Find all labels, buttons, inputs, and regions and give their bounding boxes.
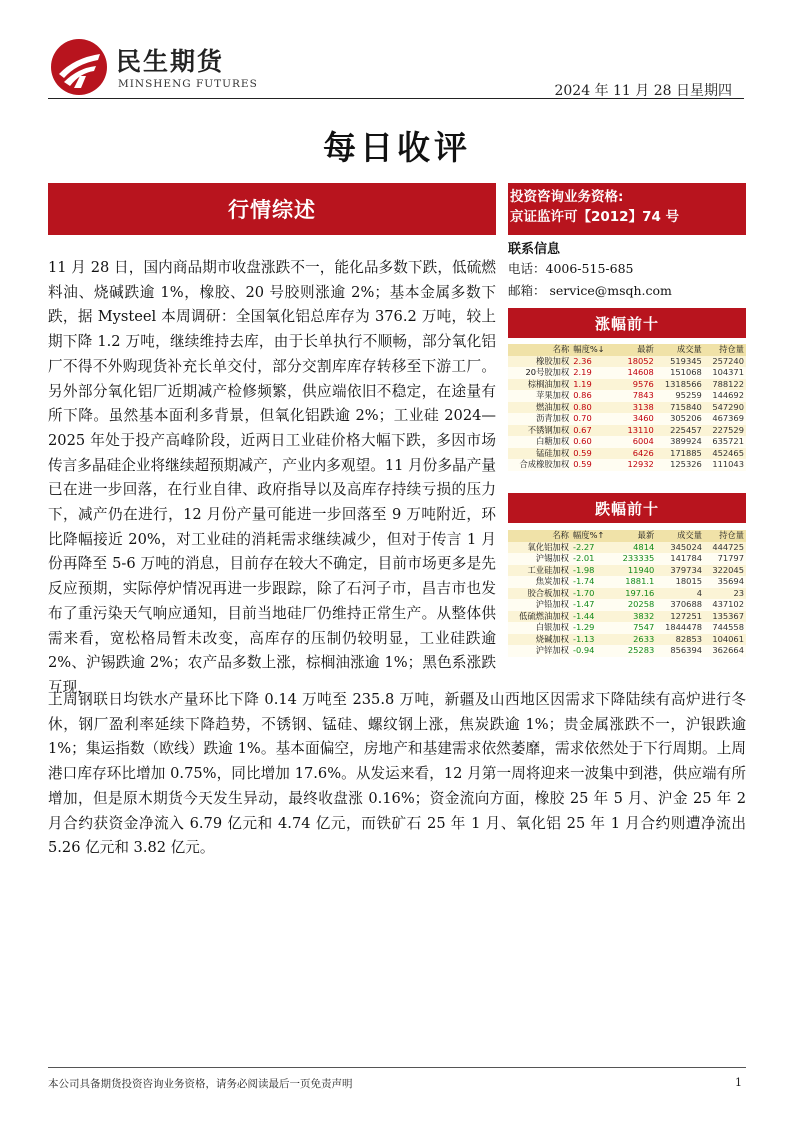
gainers-title-banner [508, 308, 746, 338]
cell-volume: 18015 [656, 576, 704, 588]
cell-volume: 1844478 [656, 622, 704, 634]
footer-disclaimer: 本公司具备期货投资咨询业务资格，请务必阅读最后一页免责声明 [48, 1078, 353, 1090]
cell-last: 1881.1 [614, 576, 656, 588]
col-header-open-interest: 持仓量 [704, 344, 746, 356]
cell-last: 14608 [615, 367, 656, 379]
cell-last: 2633 [614, 634, 656, 646]
cell-volume: 225457 [656, 425, 704, 437]
cell-name: 燃油加权 [508, 402, 571, 414]
cell-name: 胶合板加权 [508, 588, 571, 600]
cell-volume: 141784 [656, 553, 704, 565]
cell-open-interest: 362664 [704, 645, 746, 657]
losers-title: 跌幅前十 [594, 499, 659, 518]
table-row [508, 576, 746, 588]
cell-name: 20号胶加权 [508, 367, 571, 379]
col-header-change: 幅度%↑ [571, 530, 614, 542]
cell-change: -1.44 [571, 611, 614, 623]
cell-last: 3460 [615, 413, 656, 425]
table-row [508, 367, 746, 379]
cell-change: 0.67 [571, 425, 615, 437]
table-row [508, 402, 746, 414]
cell-volume: 715840 [656, 402, 704, 414]
cell-last: 3832 [614, 611, 656, 623]
table-row [508, 634, 746, 646]
cell-open-interest: 467369 [704, 413, 746, 425]
col-header-volume: 成交量 [656, 344, 704, 356]
contact-title: 联系信息 [508, 242, 561, 257]
cell-change: -1.70 [571, 588, 614, 600]
cell-open-interest: 444725 [704, 542, 746, 554]
col-header-volume: 成交量 [656, 530, 704, 542]
commentary-paragraph-continued: 上周钢联日均铁水产量环比下降 0.14 万吨至 235.8 万吨，新疆及山西地区因需求下降陆续有高炉进行冬休，钢厂盈利率延续下降趋势，不锈钢、锰硅、螺纹钢上涨，焦炭跌逾 1%；贵金属涨跌不一，沪银跌逾 1%；集运指数（欧线）跌逾 1%。基本面偏空，房地产和基建需求依然萎靡，需求依然处于下行周期。上周港口库存环比增加 0.75%，同比增加 17.6%。从发运来看，12 月第一周将迎来一波集中到港，供应端有所增加，但是原木期货今天发生异动，最终收盘涨 0.16%；资金流向方面，橡胶 25 年 5 月、沪金 25 年 2 月合约获资金净流入 6.79 亿元和 4.74 亿元，而铁矿石 25 年 1 月、氧化铝 25 年 1 月合约则遭净流出 5.26 亿元和 3.82 亿元。 [48, 691, 746, 857]
cell-change: 0.70 [571, 413, 615, 425]
cell-open-interest: 111043 [704, 459, 746, 471]
cell-volume: 171885 [656, 448, 704, 460]
cell-volume: 856394 [656, 645, 704, 657]
report-date: 2024 年 11 月 28 日星期四 [554, 83, 732, 99]
table-row [508, 553, 746, 565]
cell-name: 沪铅加权 [508, 599, 571, 611]
commentary-paragraph-main: 11 月 28 日，国内商品期市收盘涨跌不一，能化品多数下跌，低硫燃料油、烧碱跌逾 1%，橡胶、20 号胶则涨逾 2%；基本金属多数下跌，据 Mysteel 本周调研：全国氧化铝总库存为 376.2 万吨，较上期下降 1.2 万吨，继续维持去库，由于长单执行不顺畅，部分氧化铝厂不得不外购现货补充长单交付，部分交割库库存转移至下游工厂。另外部分氧化铝厂近期减产检修频繁，供应端依旧不稳定，在途量有所下降。虽然基本面利多背景，但氧化铝跌逾 2%；工业硅 2024—2025 年处于投产高峰阶段，近两日工业硅价格大幅下跌，多因市场传言多晶硅企业将继续超预期减产，产业内多观望。11 月份多晶产量已在进一步回落，在行业自律、政府指导以及高库存持续亏损的压力下，减产仍在进行，12 月份产量可能进一步回落至 9 万吨附近，环比降幅接近 20%，对工业硅的消耗需求继续减少，但对于传言 1 月份再降至 5-6 万吨的消息，目前存在较大不确定，目前市场更多是先反应预期，实际停炉情况再进一步跟踪，除了石河子市，昌吉市也发布了重污染天气响应通知，目前当地硅厂仍维持正常生产。从整体供需来看，宽松格局暂未改变，高库存的压制仍较明显，工业硅跌逾 2%、沪锡跌逾 2%；农产品多数上涨，棕榈油涨逾 1%；黑色系涨跌互现， [48, 259, 496, 696]
table-row [508, 645, 746, 657]
cell-name: 工业硅加权 [508, 565, 571, 577]
minsheng-logo-icon [50, 38, 108, 96]
table-row [508, 436, 746, 448]
cell-name: 白糖加权 [508, 436, 571, 448]
cell-change: -0.94 [571, 645, 614, 657]
cell-volume: 125326 [656, 459, 704, 471]
cell-last: 20258 [614, 599, 656, 611]
cell-last: 197.16 [614, 588, 656, 600]
cell-open-interest: 227529 [704, 425, 746, 437]
cell-volume: 4 [656, 588, 704, 600]
cell-change: -1.13 [571, 634, 614, 646]
gainers-header-row [508, 344, 746, 356]
cell-volume: 379734 [656, 565, 704, 577]
cell-volume: 95259 [656, 390, 704, 402]
table-row [508, 356, 746, 368]
table-row [508, 448, 746, 460]
cell-change: -1.98 [571, 565, 614, 577]
table-row [508, 425, 746, 437]
cell-last: 3138 [615, 402, 656, 414]
cell-name: 不锈钢加权 [508, 425, 571, 437]
cell-volume: 345024 [656, 542, 704, 554]
section-banner-label: 行情综述 [228, 198, 316, 222]
logo-name-cn: 民生期货 [116, 47, 225, 76]
cell-change: 0.59 [571, 448, 615, 460]
cell-name: 烧碱加权 [508, 634, 571, 646]
cell-name: 焦炭加权 [508, 576, 571, 588]
table-row [508, 588, 746, 600]
cell-open-interest: 144692 [704, 390, 746, 402]
losers-header-row [508, 530, 746, 542]
cell-volume: 370688 [656, 599, 704, 611]
cell-last: 18052 [615, 356, 656, 368]
losers-table [508, 530, 746, 657]
contact-email: 邮箱： service@msqh.com [508, 283, 672, 298]
cell-last: 12932 [615, 459, 656, 471]
table-row [508, 599, 746, 611]
cell-name: 锰硅加权 [508, 448, 571, 460]
cell-open-interest: 257240 [704, 356, 746, 368]
cell-volume: 305206 [656, 413, 704, 425]
col-header-name: 名称 [508, 530, 571, 542]
cell-last: 233335 [614, 553, 656, 565]
cell-volume: 519345 [656, 356, 704, 368]
cell-open-interest: 104061 [704, 634, 746, 646]
cell-change: -2.01 [571, 553, 614, 565]
gainers-table [508, 344, 746, 471]
cell-last: 4814 [614, 542, 656, 554]
table-row [508, 611, 746, 623]
table-row [508, 413, 746, 425]
cell-name: 沪锌加权 [508, 645, 571, 657]
cell-change: 0.86 [571, 390, 615, 402]
cell-change: 2.19 [571, 367, 615, 379]
cell-name: 白银加权 [508, 622, 571, 634]
cell-last: 9576 [615, 379, 656, 391]
cell-name: 棕榈油加权 [508, 379, 571, 391]
cell-change: 0.80 [571, 402, 615, 414]
cell-last: 25283 [614, 645, 656, 657]
cell-change: 0.60 [571, 436, 615, 448]
cell-name: 氧化铝加权 [508, 542, 571, 554]
cell-open-interest: 35694 [704, 576, 746, 588]
table-row [508, 379, 746, 391]
cell-change: 2.36 [571, 356, 615, 368]
qualification-line-1: 投资咨询业务资格: [510, 189, 624, 205]
cell-change: -2.27 [571, 542, 614, 554]
col-header-change: 幅度%↓ [571, 344, 615, 356]
cell-open-interest: 104371 [704, 367, 746, 379]
cell-name: 沪锡加权 [508, 553, 571, 565]
table-row [508, 542, 746, 554]
cell-change: -1.74 [571, 576, 614, 588]
cell-volume: 151068 [656, 367, 704, 379]
col-header-open-interest: 持仓量 [704, 530, 746, 542]
cell-last: 7843 [615, 390, 656, 402]
cell-volume: 82853 [656, 634, 704, 646]
cell-name: 合成橡胶加权 [508, 459, 571, 471]
logo-name-en: MINSHENG FUTURES [118, 78, 258, 90]
cell-volume: 389924 [656, 436, 704, 448]
cell-open-interest: 71797 [704, 553, 746, 565]
cell-last: 11940 [614, 565, 656, 577]
footer-divider [48, 1067, 746, 1068]
page-title: 每日收评 [323, 128, 471, 167]
contact-phone: 电话：4006-515-685 [508, 261, 634, 276]
cell-open-interest: 135367 [704, 611, 746, 623]
col-header-last: 最新 [614, 530, 656, 542]
cell-open-interest: 322045 [704, 565, 746, 577]
cell-open-interest: 635721 [704, 436, 746, 448]
losers-title-banner [508, 493, 746, 523]
cell-name: 沥青加权 [508, 413, 571, 425]
cell-open-interest: 788122 [704, 379, 746, 391]
cell-name: 低硫燃油加权 [508, 611, 571, 623]
cell-last: 6426 [615, 448, 656, 460]
page-number: 1 [735, 1076, 742, 1089]
table-row [508, 390, 746, 402]
table-row [508, 459, 746, 471]
qualification-box [508, 183, 746, 235]
table-row [508, 622, 746, 634]
cell-open-interest: 452465 [704, 448, 746, 460]
section-banner [48, 183, 496, 235]
cell-last: 7547 [614, 622, 656, 634]
cell-volume: 127251 [656, 611, 704, 623]
cell-last: 13110 [615, 425, 656, 437]
cell-volume: 1318566 [656, 379, 704, 391]
cell-change: 0.59 [571, 459, 615, 471]
col-header-name: 名称 [508, 344, 571, 356]
cell-change: -1.29 [571, 622, 614, 634]
col-header-last: 最新 [615, 344, 656, 356]
qualification-line-2: 京证监许可【2012】74 号 [510, 209, 680, 225]
cell-change: 1.19 [571, 379, 615, 391]
cell-name: 橡胶加权 [508, 356, 571, 368]
table-row [508, 565, 746, 577]
cell-name: 苹果加权 [508, 390, 571, 402]
cell-open-interest: 23 [704, 588, 746, 600]
gainers-title: 涨幅前十 [594, 314, 659, 333]
header-divider [48, 98, 744, 99]
cell-open-interest: 547290 [704, 402, 746, 414]
cell-last: 6004 [615, 436, 656, 448]
cell-open-interest: 744558 [704, 622, 746, 634]
cell-change: -1.47 [571, 599, 614, 611]
cell-open-interest: 437102 [704, 599, 746, 611]
